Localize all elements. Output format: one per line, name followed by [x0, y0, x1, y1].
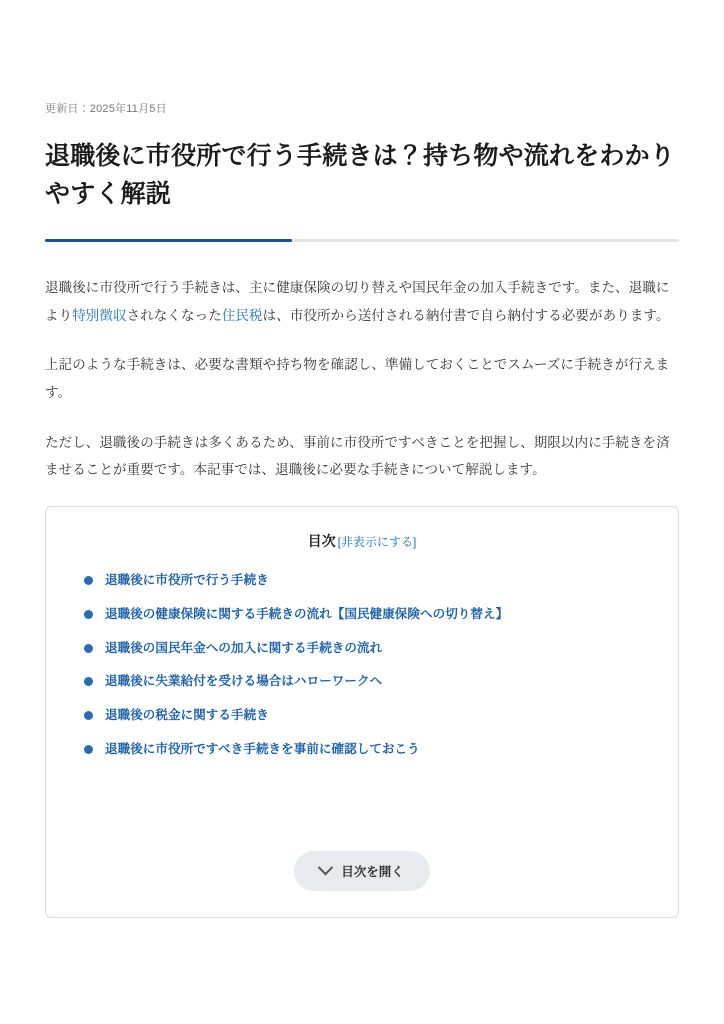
toc-list	[74, 571, 650, 759]
toc-toggle-link[interactable]: [非表示にする]	[337, 535, 417, 550]
list-item[interactable]	[84, 706, 650, 725]
toc-item-link[interactable]: 退職後に市役所で行う手続き	[105, 573, 269, 588]
table-of-contents	[45, 506, 679, 918]
list-item[interactable]	[84, 639, 650, 658]
bullet-icon	[84, 610, 93, 619]
bullet-icon	[84, 745, 93, 754]
chevron-down-icon	[318, 860, 334, 876]
title-underline-rule	[45, 239, 679, 242]
toc-open-button-label: 目次を開く	[341, 864, 404, 879]
toc-item-link[interactable]: 退職後の税金に関する手続き	[105, 708, 269, 723]
toc-item-link[interactable]: 退職後に失業給付を受ける場合はハローワークへ	[105, 674, 383, 689]
link-special-collection[interactable]: 特別徴収	[72, 307, 127, 323]
bullet-icon	[84, 576, 93, 585]
paragraph-1-text-c: は、市役所から送付される納付書で自ら納付する必要があります。	[262, 307, 670, 323]
list-item[interactable]	[84, 571, 650, 590]
intro-paragraph-2: 上記のような手続きは、必要な書類や持ち物を確認し、準備しておくことでスムーズに手続きが行えます。	[45, 357, 670, 401]
toc-item-link[interactable]: 退職後の国民年金への加入に関する手続きの流れ	[105, 640, 383, 655]
toc-open-button-wrapper	[74, 851, 650, 891]
list-item[interactable]	[84, 605, 650, 624]
bullet-icon	[84, 711, 93, 720]
intro-paragraph-3: ただし、退職後の手続きは多くあるため、事前に市役所ですべきことを把握し、期限以内に手続きを済ませることが重要です。本記事では、退職後に必要な手続きについて解説します。	[45, 434, 670, 478]
list-item[interactable]	[84, 672, 650, 691]
updated-date: 更新日：2025年11月5日	[45, 103, 167, 115]
page-title: 退職後に市役所で行う手続きは？持ち物や流れをわかりやすく解説	[45, 142, 676, 208]
link-resident-tax[interactable]: 住民税	[221, 307, 263, 323]
toc-item-link[interactable]: 退職後に市役所ですべき手続きを事前に確認しておこう	[105, 741, 420, 756]
intro-paragraph-1	[45, 274, 679, 329]
toc-heading-label: 目次	[307, 533, 336, 550]
bullet-icon	[84, 644, 93, 653]
toc-open-button[interactable]	[294, 851, 430, 891]
paragraph-1-text-b: されなくなった	[126, 307, 222, 323]
toc-heading	[74, 531, 650, 551]
list-item[interactable]	[84, 740, 650, 759]
toc-item-link[interactable]: 退職後の健康保険に関する手続きの流れ【国民健康保険への切り替え】	[105, 606, 509, 621]
bullet-icon	[84, 677, 93, 686]
paragraph-1-text-a: 退職後に市役所で行う手続きは、主に健康保険の切り替えや国民年金の加入手続きです。また、退職により	[45, 280, 670, 323]
